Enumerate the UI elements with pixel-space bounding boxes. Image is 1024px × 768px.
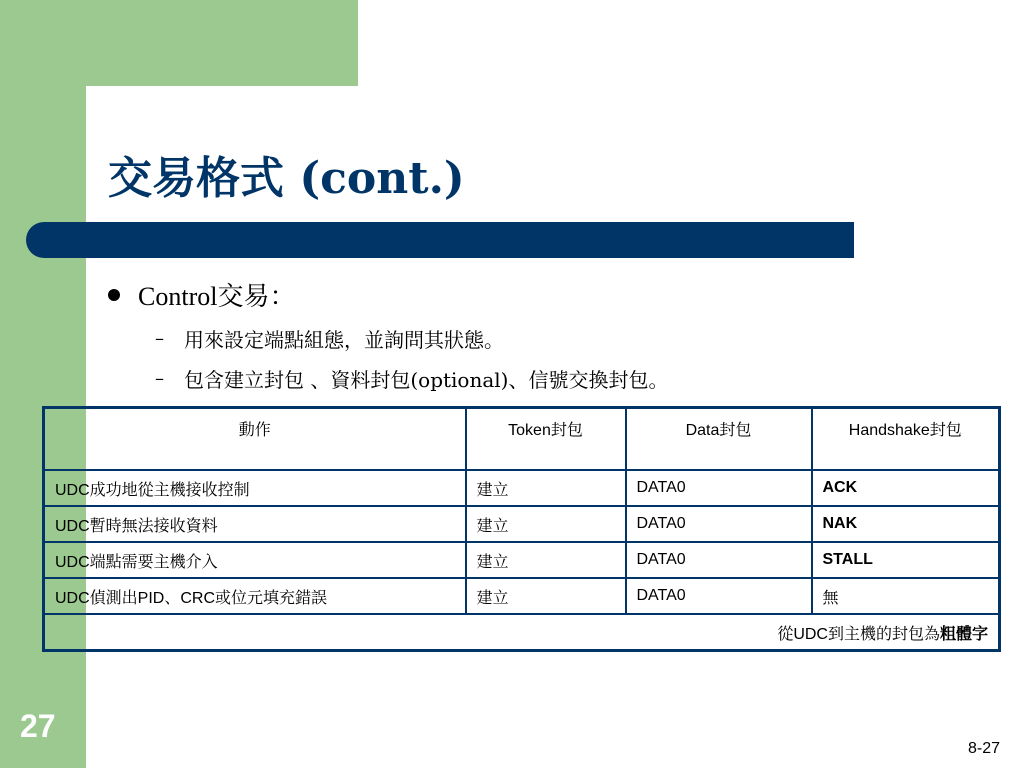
left-decor-band <box>0 0 86 768</box>
table-cell: UDC暫時無法接收資料 <box>44 506 466 542</box>
dash-icon: – <box>155 328 164 349</box>
dash-icon: – <box>155 368 164 389</box>
table-cell: 無 <box>812 578 1000 614</box>
table-cell: 建立 <box>466 542 626 578</box>
table-footnote-row <box>44 614 1000 651</box>
transaction-table <box>42 406 1001 652</box>
table-cell: DATA0 <box>626 506 812 542</box>
header-handshake-packet: Handshake封包 <box>812 408 1000 471</box>
table-row <box>44 470 1000 506</box>
page-number: 27 <box>20 708 56 744</box>
table-row <box>44 542 1000 578</box>
table-cell: STALL <box>812 542 1000 578</box>
table-cell: DATA0 <box>626 542 812 578</box>
page-title: 交易格式 (cont.) <box>108 153 465 204</box>
table-row <box>44 578 1000 614</box>
table-header-row <box>44 408 1000 471</box>
table-cell: NAK <box>812 506 1000 542</box>
table-cell: DATA0 <box>626 470 812 506</box>
sub-bullet-2 <box>155 364 668 393</box>
table-cell: UDC端點需要主機介入 <box>44 542 466 578</box>
table-footnote <box>44 614 1000 651</box>
header-data-packet: Data封包 <box>626 408 812 471</box>
table-cell: DATA0 <box>626 578 812 614</box>
footnote-bold-text: 粗體字 <box>939 625 988 643</box>
decor-curve <box>86 86 146 146</box>
table-cell: ACK <box>812 470 1000 506</box>
slide-code: 8-27 <box>968 740 1001 757</box>
header-action: 動作 <box>44 408 466 471</box>
sub-bullet-text: 包含建立封包 、資料封包(optional)、信號交換封包。 <box>184 368 669 392</box>
bullet-text: Control交易： <box>138 282 296 311</box>
bullet-control-transaction <box>108 276 295 313</box>
sub-bullet-text: 用來設定端點組態，並詢問其狀態。 <box>184 328 504 352</box>
table-cell: 建立 <box>466 578 626 614</box>
table-row <box>44 506 1000 542</box>
bullet-dot-icon <box>108 289 120 301</box>
footnote-text: 從UDC到主機的封包為 <box>777 625 940 643</box>
table-cell: 建立 <box>466 506 626 542</box>
title-underline-bar <box>26 222 854 258</box>
table-cell: UDC成功地從主機接收控制 <box>44 470 466 506</box>
table-cell: 建立 <box>466 470 626 506</box>
sub-bullet-1 <box>155 324 504 353</box>
top-decor-band <box>0 0 358 86</box>
header-token-packet: Token封包 <box>466 408 626 471</box>
table-cell: UDC偵測出PID、CRC或位元填充錯誤 <box>44 578 466 614</box>
